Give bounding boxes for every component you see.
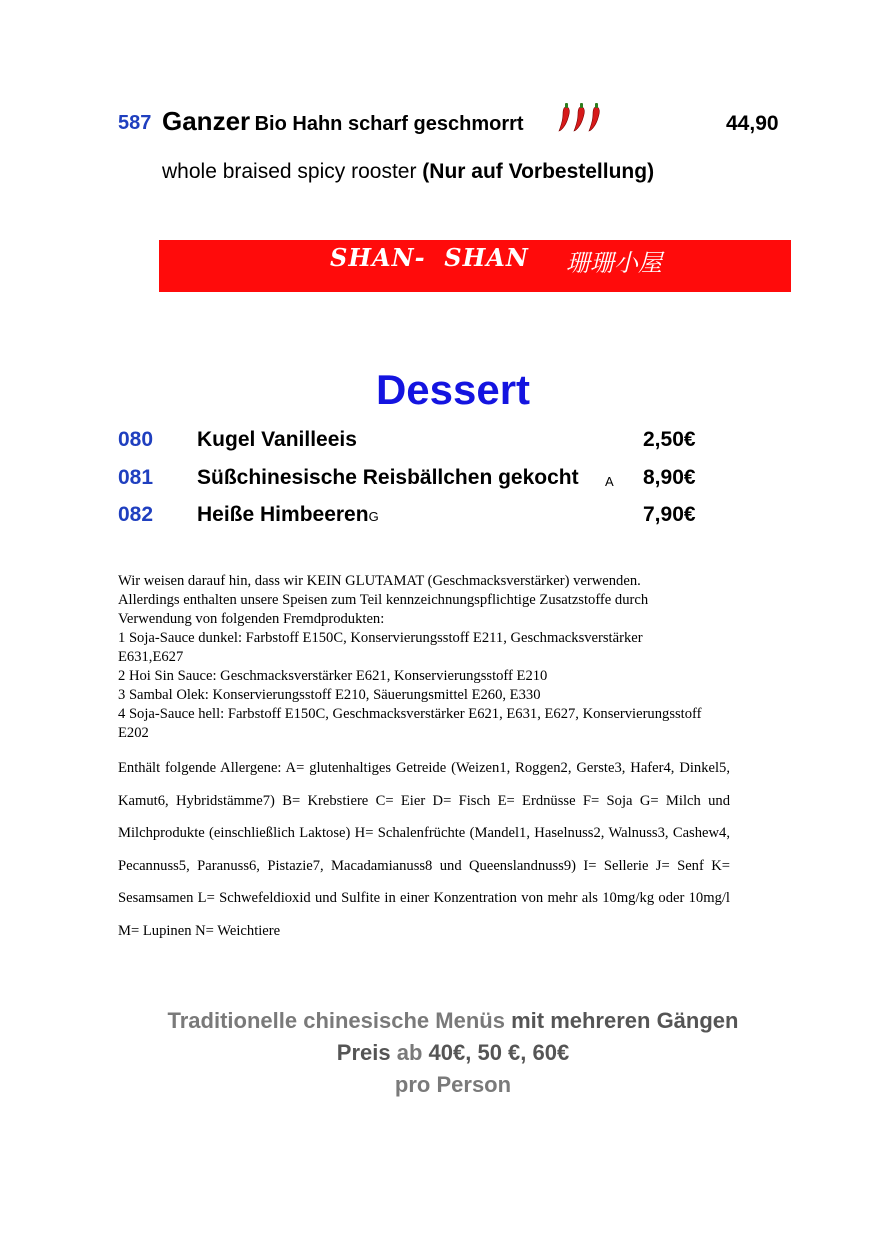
menu-row [0,466,877,500]
notice-line: E631,E627 [118,649,184,665]
item-subtitle-text: whole braised spicy rooster [162,160,417,183]
notice-line: Wir weisen darauf hin, dass wir KEIN GLUTAMAT (Geschmacksverstärker) verwenden. [118,573,641,589]
notice-line: Verwendung von folgenden Fremdprodukten: [118,611,385,627]
menu-item-name-wrap [197,503,379,527]
menu-item-name: Heiße Himbeeren [197,503,369,526]
notice-line: Allerdings enthalten unsere Speisen zum Teil kennzeichnungspflichtige Zusatzstoffe durch [118,592,649,608]
banner-name-chinese: 珊珊小屋 [566,249,662,277]
menus-per-person: pro Person [394,1072,512,1097]
menus-heading [0,1008,877,1034]
section-title: Dessert [375,366,531,413]
menu-row [0,503,877,537]
item-subtitle-note: (Nur auf Vorbestellung) [422,160,655,183]
item-subtitle [162,160,654,184]
menu-item-name: Kugel Vanilleeis [197,428,357,451]
menus-price-values: 40€, 50 €, 60€ [428,1040,570,1065]
notice-line: E202 [118,725,149,741]
menu-item-price: 2,50€ [643,428,696,451]
chili-peppers-icon [557,102,607,134]
menu-item-number: 082 [118,503,154,526]
notice-line: 3 Sambal Olek: Konservierungsstoff E210, Säuerungsmittel E260, E330 [118,687,541,703]
menu-item-price: 8,90€ [643,466,696,489]
menu-row [0,428,877,462]
item-name-rest: Bio Hahn scharf geschmorrt [254,113,524,135]
item-price: 44,90 [726,112,779,135]
item-name-main: Ganzer [162,106,251,136]
menu-item-allergen: A [605,474,614,489]
additives-notice [118,572,790,743]
menu-item-number: 081 [118,466,154,489]
menus-heading-b: mit mehreren Gängen [511,1008,739,1033]
menu-item-name: Süßchinesische Reisbällchen gekocht [197,466,579,489]
allergen-legend: Enthält folgende Allergene: A= glutenhaltiges Getreide (Weizen1, Roggen2, Gerste3, Hafer4, Dinkel5, Kamut6, Hybridstämme7) B= Krebstiere C= Eier D= Fisch E= Erdnüsse F= Soja G= Milch und Milchprodukte (einschließlich Laktose) H= Schalenfrüchte (Mandel1, Haselnuss2, Walnuss3, Cashew4, Pecannuss5, Paranuss6, Pistazie7, Macadamianuss8 und Queenslandnuss9) I= Sellerie J= Senf K= Sesamsamen L= Schwefeldioxid und Sulfite in einer Konzentration von mehr als 10mg/kg oder 10mg/l M= Lupinen N= Weichtiere [118,760,730,939]
menu-item-number: 080 [118,428,154,451]
item-name [162,106,524,137]
notice-line: 2 Hoi Sin Sauce: Geschmacksverstärker E621, Konservierungsstoff E210 [118,668,548,684]
menus-price-ab: ab [396,1040,423,1065]
menus-price [0,1040,877,1066]
notice-line: 1 Soja-Sauce dunkel: Farbstoff E150C, Konservierungsstoff E211, Geschmacksverstärker [118,630,643,646]
notice-line: 4 Soja-Sauce hell: Farbstoff E150C, Geschmacksverstärker E621, E631, E627, Konservierungsstoff [118,706,702,722]
menus-price-label: Preis [336,1040,391,1065]
item-number: 587 [118,112,152,134]
menu-item-price: 7,90€ [643,503,696,526]
menus-heading-a: Traditionelle chinesische Menüs [167,1008,505,1033]
banner-name-latin: SHAN- SHAN [330,243,529,272]
menu-item-allergen: G [368,509,379,524]
